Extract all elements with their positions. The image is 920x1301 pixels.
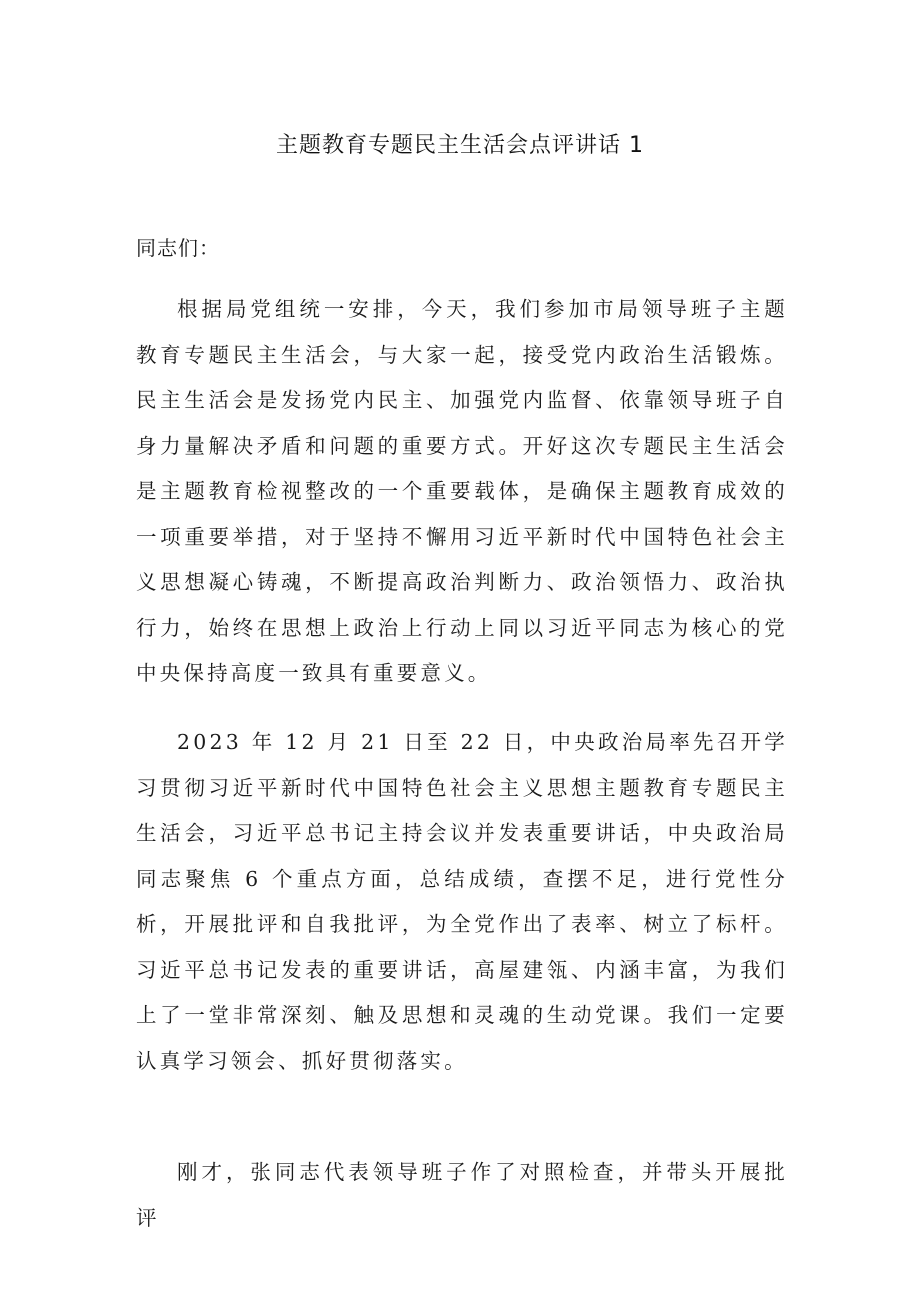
salutation: 同志们： (136, 236, 220, 260)
document-title: 主题教育专题民主生活会点评讲话 1 (276, 133, 644, 158)
paragraph: 根据局党组统一安排，今天，我们参加市局领导班子主题教育专题民主生活会，与大家一起，接受党内政治生活锻炼。民主生活会是发扬党内民主、加强党内监督、依靠领导班子自身力量解决矛盾和问题的重要方式。开好这次专题民主生活会是主题教育检视整改的一个重要载体，是确保主题教育成效的一项重要举措，对于坚持不懈用习近平新时代中国特色社会主义思想凝心铸魂，不断提高政治判断力、政治领悟力、政治执行力，始终在思想上政治上行动上同以习近平同志为核心的党中央保持高度一致具有重要意义。 (136, 297, 788, 685)
paragraph: 刚才，张同志代表领导班子作了对照检查，并带头开展批评 (136, 1160, 788, 1230)
paragraph: 2023 年 12 月 21 日至 22 日，中央政治局率先召开学习贯彻习近平新时代中国特色社会主义思想主题教育专题民主生活会，习近平总书记主持会议并发表重要讲话，中央政治局同志聚焦 6 个重点方面，总结成绩，查摆不足，进行党性分析，开展批评和自我批评，为全党作出了表率、树立了标杆。习近平总书记发表的重要讲话，高屋建瓴、内涵丰富，为我们上了一堂非常深刻、触及思想和灵魂的生动党课。我们一定要认真学习领会、抓好贯彻落实。 (136, 730, 788, 1073)
